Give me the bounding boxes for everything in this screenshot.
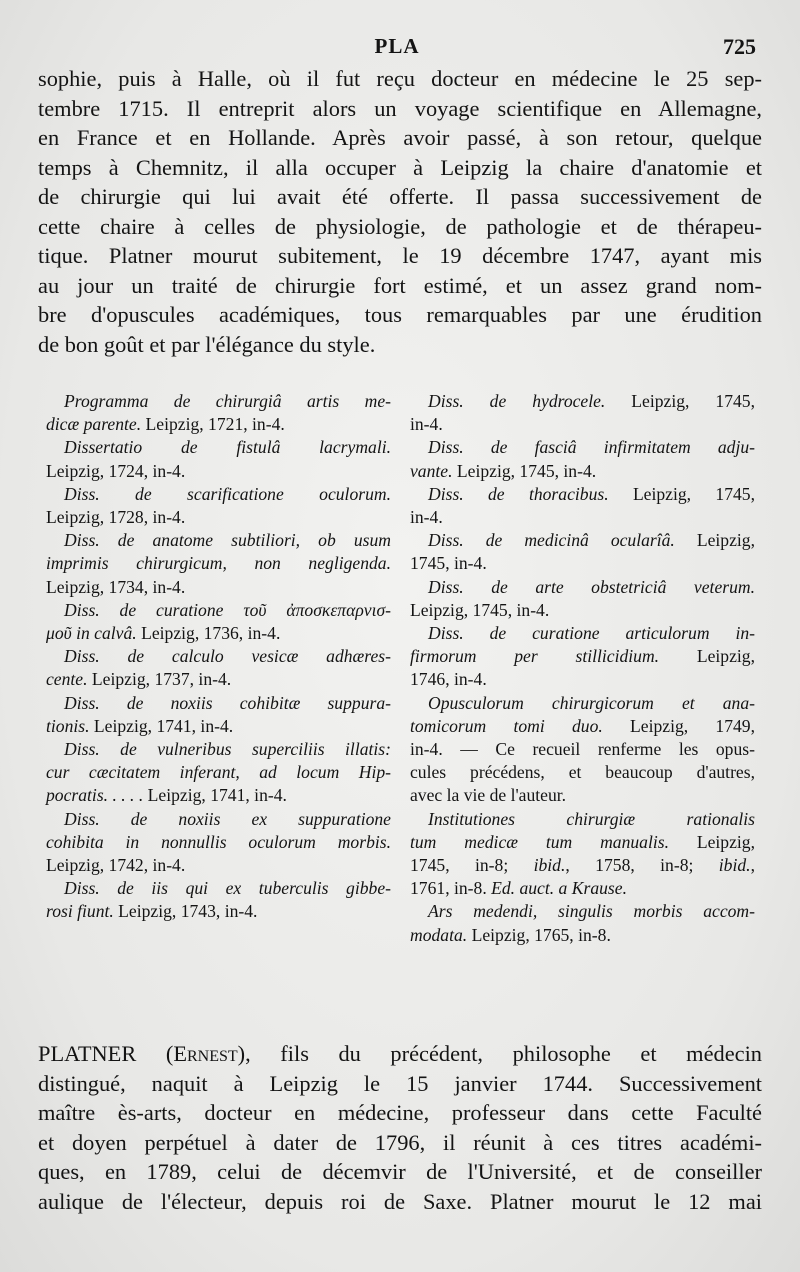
- latin-title: tionis.: [46, 715, 90, 736]
- entry-line: [46, 738, 391, 761]
- latin-title: dicæ parente.: [46, 414, 142, 435]
- bibliography-entry: [410, 390, 755, 436]
- latin-title: μοῦ in calvâ.: [46, 623, 137, 644]
- paren-open: (: [136, 1041, 174, 1066]
- imprint: Leipzig, 1745,: [605, 391, 755, 411]
- entry-line: [410, 761, 755, 784]
- latin-title: cente.: [46, 669, 88, 690]
- running-head: [38, 34, 756, 60]
- page-number: 725: [723, 34, 756, 59]
- text-line: ques, en 1789, celui de décemvir de l'Université, et de conseiller: [38, 1159, 762, 1184]
- text-line: au jour un traité de chirurgie fort estimé, et un assez grand nom-: [38, 272, 762, 298]
- imprint: Leipzig, 1724, in-4.: [46, 460, 186, 481]
- entry-firstname: Ernest: [173, 1041, 238, 1066]
- entry-line: [410, 460, 755, 483]
- entry-line: [46, 460, 391, 483]
- imprint: in-4.: [410, 507, 443, 528]
- entry-line: [410, 715, 755, 738]
- bibliography-entry: [46, 599, 391, 645]
- imprint: Leipzig, 1741, in-4.: [143, 785, 287, 806]
- entry-line: [46, 784, 391, 807]
- imprint: Leipzig, 1749,: [602, 715, 755, 736]
- bibliography-entry: [410, 529, 755, 575]
- entry-line: [410, 668, 755, 691]
- latin-title: cur cæcitatem inferant, ad locum Hip-: [46, 762, 391, 783]
- entry-line: [46, 576, 391, 599]
- bibliography-entry: [410, 692, 755, 808]
- imprint: Leipzig, 1734, in-4.: [46, 576, 186, 597]
- latin-title: Diss. de curatione τοῦ ἀποσκεπαρνισ-: [64, 599, 391, 620]
- latin-title: Diss. de iis qui ex tuberculis gibbe-: [64, 878, 391, 899]
- entry-line: [410, 483, 755, 506]
- entry-line: [410, 738, 755, 761]
- entry-line: [46, 831, 391, 854]
- imprint: ,: [750, 855, 755, 876]
- imprint: Leipzig, 1745, in-4.: [452, 460, 597, 481]
- latin-title: vante.: [410, 460, 453, 481]
- imprint: 1745, in-8;: [410, 855, 534, 876]
- imprint: Leipzig, 1742, in-4.: [46, 855, 186, 876]
- latin-title: tum medicæ tum manualis.: [410, 831, 669, 852]
- entry-line: [410, 390, 755, 413]
- latin-title: Institutiones chirurgiæ rationalis: [428, 808, 755, 829]
- imprint: Leipzig, 1765, in-8.: [467, 924, 611, 945]
- bibliography-entry: [46, 808, 391, 878]
- imprint: Leipzig, 1728, in-4.: [46, 507, 186, 528]
- bibliography-entry: [410, 483, 755, 529]
- bibliography-entry: [46, 436, 391, 482]
- text-line: aulique de l'électeur, depuis roi de Saxe. Platner mourut le 12 mai: [38, 1188, 762, 1214]
- latin-title: tomicorum tomi duo.: [410, 715, 603, 736]
- text-line: temps à Chemnitz, il alla occuper à Leipzig la chaire d'anatomie et: [38, 154, 762, 180]
- bibliography-entry: [46, 738, 391, 808]
- imprint: Leipzig, 1745,: [608, 483, 755, 504]
- text-line: sophie, puis à Halle, où il fut reçu docteur en médecine le 25 sep-: [38, 66, 762, 91]
- imprint: Leipzig, 1741, in-4.: [89, 715, 234, 736]
- imprint: Leipzig,: [669, 831, 755, 852]
- bibliography-left-column: [46, 390, 391, 924]
- latin-title: Diss. de arte obstetriciâ veterum.: [428, 576, 755, 597]
- entry-line: [410, 808, 755, 831]
- entry-line: [410, 529, 755, 552]
- bibliography-entry: [46, 877, 391, 923]
- para2-first-line-rest: ), fils du précédent, philosophe et médecin: [237, 1041, 762, 1066]
- imprint: , 1758, in-8;: [565, 855, 719, 876]
- latin-title: Diss. de calculo vesicæ adhæres-: [64, 646, 391, 667]
- imprint: 1746, in-4.: [410, 669, 487, 690]
- imprint: Leipzig,: [659, 646, 755, 667]
- latin-title: Opusculorum chirurgicorum et ana-: [428, 692, 755, 713]
- running-title: PLA: [374, 34, 420, 58]
- imprint: Leipzig,: [674, 530, 755, 551]
- imprint: 1761, in-8.: [410, 878, 492, 899]
- imprint: 1745, in-4.: [410, 553, 487, 574]
- imprint: cules précédens, et beaucoup d'autres,: [410, 762, 755, 783]
- entry-line: [46, 552, 391, 575]
- imprint: in-4.: [410, 414, 443, 435]
- text-line: bre d'opuscules académiques, tous remarquables par une érudition: [38, 302, 762, 327]
- bibliography-entry: [410, 808, 755, 901]
- entry-line: [46, 877, 391, 900]
- latin-title: firmorum per stillicidium.: [410, 646, 660, 667]
- bibliography-entry: [46, 390, 391, 436]
- entry-line: [46, 900, 391, 923]
- entry-line: [410, 900, 755, 923]
- para2-first-line: [38, 1039, 762, 1069]
- entry-line: [410, 924, 755, 947]
- entry-line: [410, 645, 755, 668]
- entry-line: [410, 413, 755, 436]
- imprint: Leipzig, 1736, in-4.: [136, 623, 281, 644]
- imprint: Leipzig, 1721, in-4.: [141, 414, 285, 435]
- entry-line: [46, 854, 391, 877]
- entry-line: [46, 715, 391, 738]
- text-line: tembre 1715. Il entreprit alors un voyage scientifique en Allemagne,: [38, 95, 762, 121]
- bibliography-right-column: [410, 390, 755, 947]
- entry-line: [410, 599, 755, 622]
- latin-title: cohibita in nonnullis oculorum morbis.: [46, 831, 391, 852]
- latin-title: Diss. de fasciâ infirmitatem adju-: [428, 437, 755, 458]
- entry-line: [410, 552, 755, 575]
- entry-line: [46, 436, 391, 459]
- latin-title: Diss. de thoracibus.: [428, 483, 609, 504]
- entry-line: [46, 483, 391, 506]
- latin-title: Diss. de curatione articulorum in-: [428, 623, 755, 644]
- entry-line: [410, 506, 755, 529]
- entry-line: [410, 854, 755, 877]
- latin-title: modata.: [410, 924, 468, 945]
- imprint: avec la vie de l'auteur.: [410, 785, 567, 806]
- entry-line: [46, 668, 391, 691]
- entry-line: [410, 622, 755, 645]
- latin-title: Ars medendi, singulis morbis accom-: [428, 901, 755, 922]
- entry-line: [410, 877, 755, 900]
- paragraph-platner-john-end: [38, 64, 762, 359]
- bibliography-entry: [46, 483, 391, 529]
- entry-line: [46, 390, 391, 413]
- latin-title: imprimis chirurgicum, non negligenda.: [46, 553, 391, 574]
- latin-title: Programma de chirurgiâ artis me-: [64, 391, 391, 411]
- latin-title: Diss. de vulneribus superciliis illatis:: [64, 739, 391, 760]
- imprint: Leipzig, 1745, in-4.: [410, 599, 550, 620]
- imprint: Leipzig, 1743, in-4.: [113, 901, 258, 922]
- entry-line: [410, 784, 755, 807]
- latin-title: Diss. de noxiis ex suppuratione: [64, 808, 391, 829]
- latin-title: rosi fiunt.: [46, 901, 114, 922]
- entry-line: [46, 529, 391, 552]
- text-line: de bon goût et par l'élégance du style.: [38, 331, 376, 357]
- text-line: et doyen perpétuel à dater de 1796, il réunit à ces titres académi-: [38, 1129, 762, 1155]
- bibliography-entry: [410, 576, 755, 622]
- bibliography-entry: [46, 529, 391, 599]
- latin-title: Diss. de hydrocele.: [428, 391, 606, 411]
- bibliography-entry: [46, 692, 391, 738]
- entry-line: [46, 808, 391, 831]
- latin-title: Ed. auct. a Krause.: [491, 878, 627, 899]
- bibliography-entry: [410, 436, 755, 482]
- text-line: cette chaire à celles de physiologie, de pathologie et de thérapeu-: [38, 213, 762, 239]
- text-line: distingué, naquit à Leipzig le 15 janvier 1744. Successivement: [38, 1070, 762, 1096]
- entry-line: [410, 831, 755, 854]
- latin-title: ibid.: [718, 855, 751, 876]
- text-line: tique. Platner mourut subitement, le 19 décembre 1747, ayant mis: [38, 243, 762, 268]
- text-line: de chirurgie qui lui avait été offerte. Il passa successivement de: [38, 184, 762, 209]
- entry-line: [46, 645, 391, 668]
- entry-line: [46, 761, 391, 784]
- bibliography-entry: [410, 622, 755, 692]
- latin-title: ibid.: [533, 855, 566, 876]
- latin-title: pocratis. . . . .: [46, 785, 144, 806]
- paragraph-platner-ernest: [38, 1039, 762, 1216]
- latin-title: Diss. de medicinâ ocularîâ.: [428, 530, 675, 551]
- imprint: Leipzig, 1737, in-4.: [87, 669, 232, 690]
- text-line: maître ès-arts, docteur en médecine, professeur dans cette Faculté: [38, 1100, 762, 1125]
- entry-line: [46, 506, 391, 529]
- entry-line: [410, 692, 755, 715]
- latin-title: Diss. de noxiis cohibitæ suppura-: [64, 692, 391, 713]
- latin-title: Dissertatio de fistulâ lacrymali.: [64, 437, 391, 458]
- entry-line: [46, 413, 391, 436]
- entry-line: [410, 436, 755, 459]
- bibliography-entry: [46, 645, 391, 691]
- text-line: en France et en Hollande. Après avoir passé, à son retour, quelque: [38, 125, 762, 150]
- entry-line: [46, 692, 391, 715]
- bibliography-entry: [410, 900, 755, 946]
- entry-line: [46, 622, 391, 645]
- entry-line: [46, 599, 391, 622]
- imprint: in-4. — Ce recueil renferme les opus-: [410, 739, 755, 760]
- latin-title: Diss. de scarificatione oculorum.: [64, 483, 391, 504]
- entry-name: PLATNER: [38, 1041, 137, 1066]
- entry-line: [410, 576, 755, 599]
- latin-title: Diss. de anatome subtiliori, ob usum: [64, 530, 391, 551]
